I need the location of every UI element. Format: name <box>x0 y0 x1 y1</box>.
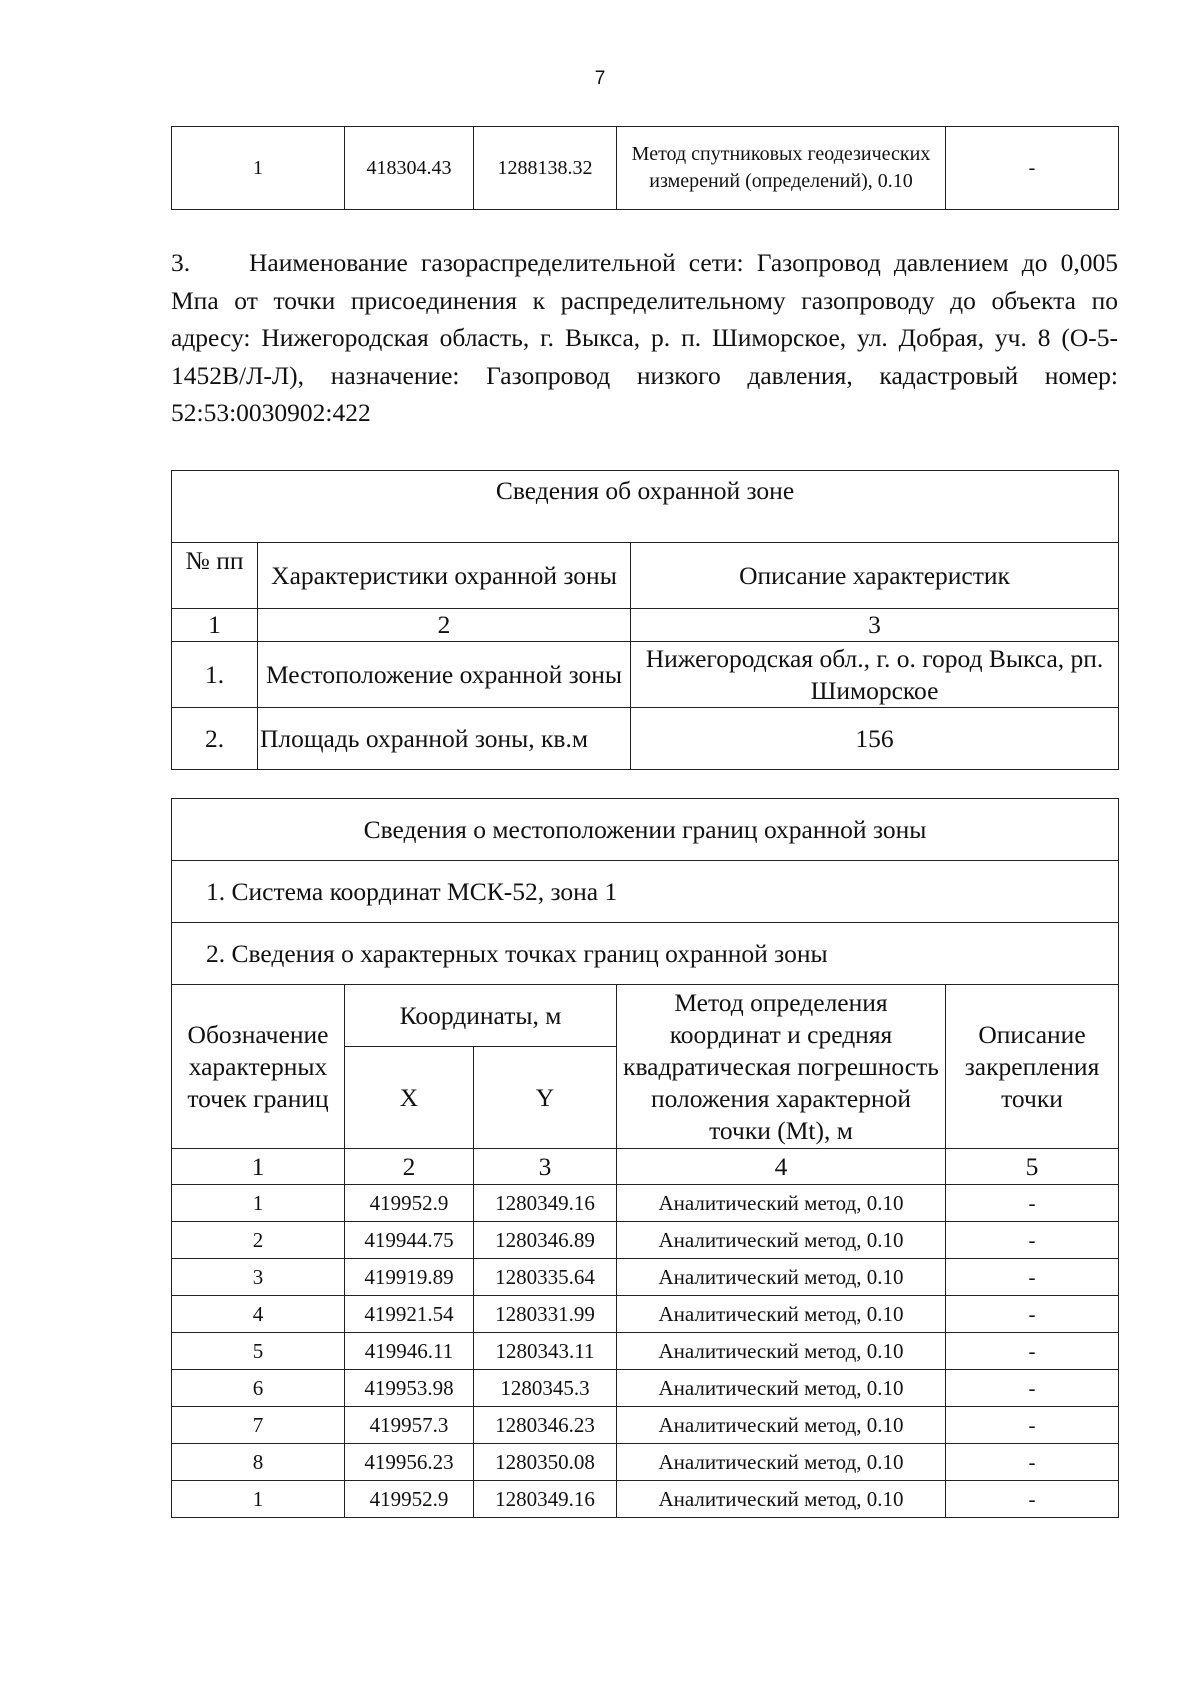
y-coordinate: 1280346.23 <box>474 1407 617 1444</box>
description-cell: - <box>946 1296 1119 1333</box>
y-coordinate: 1280349.16 <box>474 1481 617 1518</box>
table-row <box>172 708 1119 770</box>
row-value: 156 <box>631 708 1119 770</box>
y-coordinate: 1280345.3 <box>474 1370 617 1407</box>
y-coordinate: 1280349.16 <box>474 1185 617 1222</box>
point-number: 1 <box>172 1481 345 1518</box>
method-cell: Аналитический метод, 0.10 <box>617 1185 946 1222</box>
row-number: 1. <box>172 642 258 708</box>
network-description <box>171 244 1118 432</box>
x-coordinate: 419944.75 <box>345 1222 474 1259</box>
description-cell: - <box>946 127 1119 210</box>
table-row <box>172 1481 1119 1518</box>
y-coordinate: 1280343.11 <box>474 1333 617 1370</box>
x-coordinate: 419953.98 <box>345 1370 474 1407</box>
col-number: 5 <box>946 1149 1119 1185</box>
table-row <box>172 127 1119 210</box>
row-value: Нижегородская обл., г. о. город Выкса, рп. Шиморское <box>631 642 1119 708</box>
header-designation: Обозначение характерных точек границ <box>172 985 345 1149</box>
table-row <box>172 1222 1119 1259</box>
table-row <box>172 1407 1119 1444</box>
point-number: 1 <box>172 1185 345 1222</box>
point-number: 3 <box>172 1259 345 1296</box>
method-cell: Аналитический метод, 0.10 <box>617 1296 946 1333</box>
paragraph-text: Наименование газораспределительной сети: Газопровод давлением до 0,005 Мпа от точки присоединения к распределительному газопроводу до объекта по адресу: Нижегородская область, г. Выкса, р. п. Шиморское, ул. Добрая, уч. 8 (О-5-1452В/Л-Л), назначение: Газопровод низкого давления, кадастровый номер: 52:53:0030902:422 <box>171 248 1118 427</box>
page-number: 7 <box>594 68 606 89</box>
header-fixing-description: Описание закрепления точки <box>946 985 1119 1149</box>
x-coordinate: 418304.43 <box>345 127 474 210</box>
point-number: 8 <box>172 1444 345 1481</box>
description-cell: - <box>946 1333 1119 1370</box>
x-coordinate: 419952.9 <box>345 1481 474 1518</box>
point-number: 7 <box>172 1407 345 1444</box>
y-coordinate: 1280350.08 <box>474 1444 617 1481</box>
table-row <box>172 1296 1119 1333</box>
zone-table-title: Сведения об охранной зоне <box>172 471 1119 543</box>
row-number: 2. <box>172 708 258 770</box>
col-number: 4 <box>617 1149 946 1185</box>
method-cell: Аналитический метод, 0.10 <box>617 1444 946 1481</box>
method-cell: Аналитический метод, 0.10 <box>617 1333 946 1370</box>
top-coordinates-table <box>171 126 1119 210</box>
y-coordinate: 1280331.99 <box>474 1296 617 1333</box>
method-cell: Метод спутниковых геодезических измерений (определений), 0.10 <box>617 127 946 210</box>
method-cell: Аналитический метод, 0.10 <box>617 1370 946 1407</box>
method-cell: Аналитический метод, 0.10 <box>617 1407 946 1444</box>
point-number: 6 <box>172 1370 345 1407</box>
points-title: 2. Сведения о характерных точках границ охранной зоны <box>172 923 1119 985</box>
col-number: 1 <box>172 609 258 642</box>
header-coordinates: Координаты, м <box>345 985 617 1047</box>
table-row <box>172 1333 1119 1370</box>
description-cell: - <box>946 1444 1119 1481</box>
table-row <box>172 1185 1119 1222</box>
header-x: X <box>345 1047 474 1149</box>
point-number: 2 <box>172 1222 345 1259</box>
header-number: № пп <box>172 543 258 609</box>
point-number: 1 <box>172 127 345 210</box>
table-row <box>172 1370 1119 1407</box>
description-cell: - <box>946 1185 1119 1222</box>
coordinate-system: 1. Система координат МСК-52, зона 1 <box>172 861 1119 923</box>
table-row <box>172 1259 1119 1296</box>
y-coordinate: 1280346.89 <box>474 1222 617 1259</box>
description-cell: - <box>946 1481 1119 1518</box>
point-number: 4 <box>172 1296 345 1333</box>
header-y: Y <box>474 1047 617 1149</box>
paragraph-number: 3. <box>171 248 191 277</box>
description-cell: - <box>946 1370 1119 1407</box>
header-method: Метод определения координат и средняя квадратическая погрешность положения характерной точки (Mt), м <box>617 985 946 1149</box>
table-row <box>172 1444 1119 1481</box>
col-number: 2 <box>258 609 631 642</box>
description-cell: - <box>946 1407 1119 1444</box>
point-number: 5 <box>172 1333 345 1370</box>
header-characteristics: Характеристики охранной зоны <box>258 543 631 609</box>
x-coordinate: 419952.9 <box>345 1185 474 1222</box>
row-characteristic: Площадь охранной зоны, кв.м <box>258 708 631 770</box>
bounds-table-title: Сведения о местоположении границ охранной зоны <box>172 799 1119 861</box>
x-coordinate: 419921.54 <box>345 1296 474 1333</box>
method-cell: Аналитический метод, 0.10 <box>617 1259 946 1296</box>
table-row <box>172 642 1119 708</box>
method-cell: Аналитический метод, 0.10 <box>617 1481 946 1518</box>
x-coordinate: 419957.3 <box>345 1407 474 1444</box>
method-cell: Аналитический метод, 0.10 <box>617 1222 946 1259</box>
x-coordinate: 419956.23 <box>345 1444 474 1481</box>
y-coordinate: 1280335.64 <box>474 1259 617 1296</box>
x-coordinate: 419919.89 <box>345 1259 474 1296</box>
col-number: 1 <box>172 1149 345 1185</box>
description-cell: - <box>946 1222 1119 1259</box>
protection-zone-table <box>171 470 1119 770</box>
col-number: 3 <box>474 1149 617 1185</box>
col-number: 2 <box>345 1149 474 1185</box>
boundary-points-table <box>171 798 1119 1518</box>
x-coordinate: 419946.11 <box>345 1333 474 1370</box>
row-characteristic: Местоположение охранной зоны <box>258 642 631 708</box>
header-description: Описание характеристик <box>631 543 1119 609</box>
col-number: 3 <box>631 609 1119 642</box>
description-cell: - <box>946 1259 1119 1296</box>
y-coordinate: 1288138.32 <box>474 127 617 210</box>
